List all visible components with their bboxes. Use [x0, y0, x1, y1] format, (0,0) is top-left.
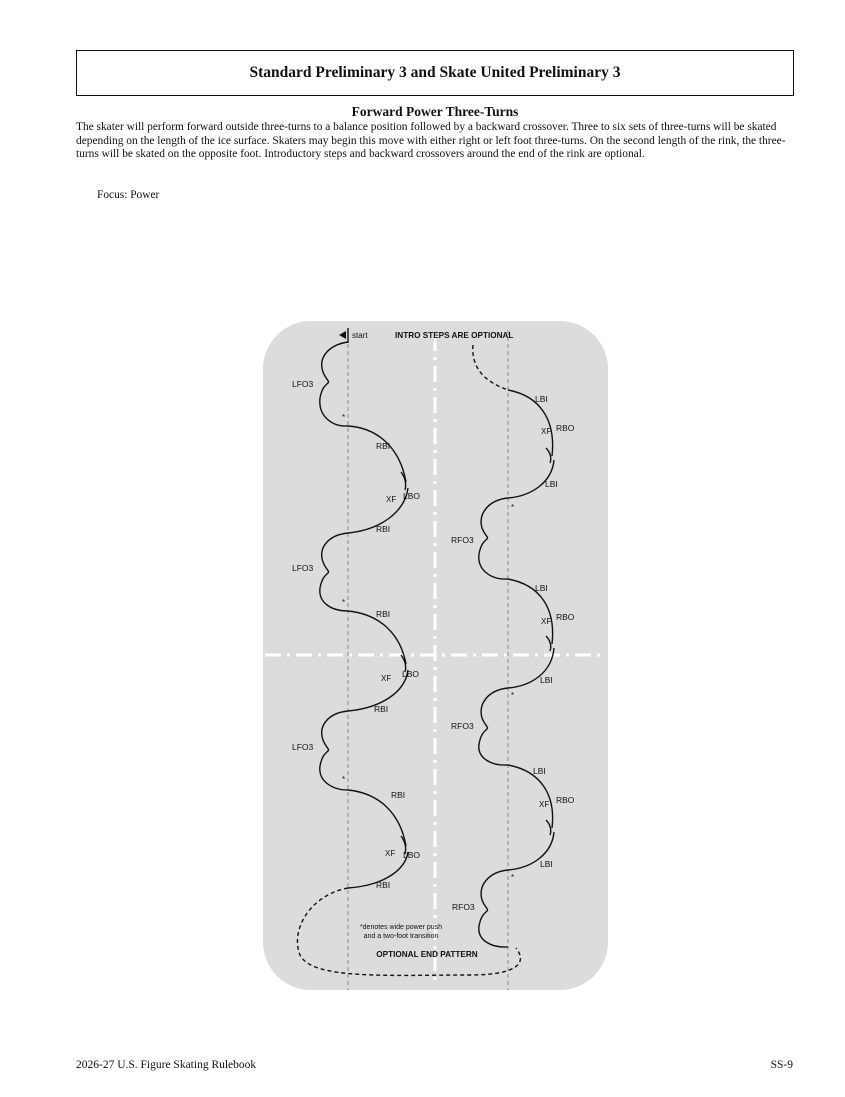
- xf-label-2: XF: [381, 674, 392, 683]
- asterisk-left-2: *: [342, 598, 346, 607]
- rfo3-label-1: RFO3: [451, 535, 474, 545]
- rbi-label-2: RBI: [376, 524, 391, 534]
- asterisk-left-3: *: [342, 775, 346, 784]
- rfo3-label-3: RFO3: [452, 902, 475, 912]
- xf-label-6: XF: [539, 800, 550, 809]
- lbi-label-4: LBI: [540, 675, 553, 685]
- xf-label-4: XF: [541, 427, 552, 436]
- xf-label-1: XF: [386, 495, 397, 504]
- rbi-label-1: RBI: [376, 441, 391, 451]
- section-description: The skater will perform forward outside three-turns to a balance position followed by a backward crossover. Three to six sets of three-turns will be skated depending on the length of the ice surface. Skaters may begin this move with either right or left foot three-turns. On the second length of the rink, the three-turns will be skated on the opposite foot. Introductory steps and backward crossovers around the end of the rink are optional.: [76, 121, 786, 161]
- intro-note: INTRO STEPS ARE OPTIONAL: [395, 331, 514, 340]
- rfo3-label-2: RFO3: [451, 721, 474, 731]
- lbo-label-2: LBO: [402, 669, 420, 679]
- rbi-label-5: RBI: [391, 790, 406, 800]
- lfo3-label-3: LFO3: [292, 742, 314, 752]
- start-label: start: [352, 331, 368, 340]
- end-pattern-note: OPTIONAL END PATTERN: [376, 950, 478, 959]
- header-title: Standard Preliminary 3 and Skate United Preliminary 3: [249, 64, 621, 81]
- asterisk-left-1: *: [342, 413, 346, 422]
- lbo-label-1: LBO: [403, 491, 421, 501]
- lbi-label-1: LBI: [535, 394, 548, 404]
- lbo-label-3: LBO: [403, 850, 421, 860]
- rbi-label-6: RBI: [376, 880, 391, 890]
- lbi-label-6: LBI: [540, 859, 553, 869]
- xf-label-3: XF: [385, 849, 396, 858]
- rbo-label-3: RBO: [556, 795, 575, 805]
- asterisk-right-3: *: [511, 873, 515, 882]
- section-title: Forward Power Three-Turns: [351, 104, 519, 119]
- lbi-label-5: LBI: [533, 766, 546, 776]
- lbi-label-2: LBI: [545, 479, 558, 489]
- lfo3-label-2: LFO3: [292, 563, 314, 573]
- lfo3-label-1: LFO3: [292, 379, 314, 389]
- asterisk-right-1: *: [511, 503, 515, 512]
- xf-label-5: XF: [541, 617, 552, 626]
- rbi-label-4: RBI: [374, 704, 389, 714]
- asterisk-right-2: *: [511, 691, 515, 700]
- asterisk-note-line1: *denotes wide power push: [359, 924, 443, 931]
- lbi-label-3: LBI: [535, 583, 548, 593]
- focus-note: Focus: Power: [97, 189, 160, 201]
- rbi-label-3: RBI: [376, 609, 391, 619]
- rbo-label-2: RBO: [556, 612, 575, 622]
- rbo-label-1: RBO: [556, 423, 575, 433]
- asterisk-note-line2: and a two-foot transition: [363, 933, 439, 940]
- footer-page-number: SS-9: [770, 1059, 793, 1071]
- footer-rulebook: 2026-27 U.S. Figure Skating Rulebook: [76, 1059, 257, 1071]
